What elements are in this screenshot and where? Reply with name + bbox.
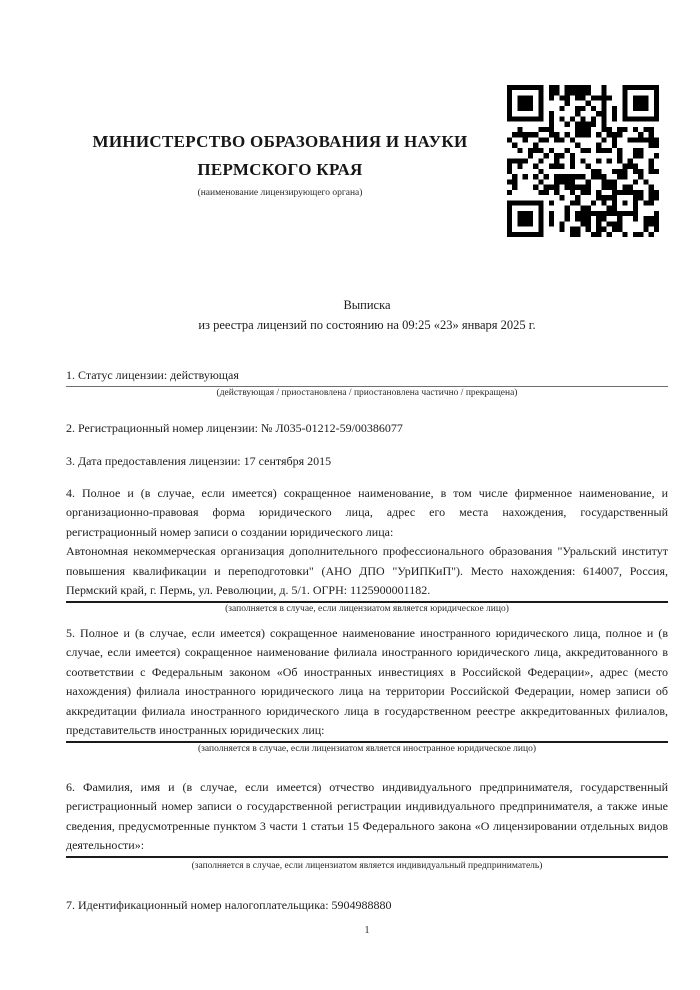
legal-entity-prompt: 4. Полное и (в случае, если имеется) сокращенное наименование, в том числе фирменное наименование, и организационно-правовая форма юридического лица, адрес его места нахождения, государственный регистрационный номер записи о создании юридического лица: bbox=[66, 485, 668, 539]
registration-number-line: 2. Регистрационный номер лицензии: № Л035-01212-59/00386077 bbox=[66, 420, 403, 435]
taxpayer-id-line: 7. Идентификационный номер налогоплательщика: 5904988880 bbox=[66, 897, 392, 912]
document-title bbox=[66, 295, 668, 335]
licensing-authority-header bbox=[66, 128, 494, 200]
license-status-line: 1. Статус лицензии: действующая bbox=[66, 368, 239, 382]
qr-code-icon bbox=[507, 85, 659, 237]
ministry-name-line2: ПЕРМСКОГО КРАЯ bbox=[197, 160, 363, 179]
licensing-authority-caption: (наименование лицензирующего органа) bbox=[197, 188, 363, 198]
document-title-line1: Выписка bbox=[343, 298, 391, 312]
qr-code-icon bbox=[507, 85, 659, 237]
legal-entity-value: Автономная некоммерческая организация дополнительного профессионального образования "Уральский институт повышения квалификации и переподготовки" (АНО ДПО "УрИПКиП"). Место нахождения: 614007, Россия, Пермский край, г. Пермь, ул. Революции, д. 5/1. ОГРН: 1125900001182. bbox=[66, 544, 668, 597]
license-grant-date-line: 3. Дата предоставления лицензии: 17 сентября 2015 bbox=[66, 454, 332, 468]
individual-entrepreneur-prompt: 6. Фамилия, имя и (в случае, если имеется) отчество индивидуального предпринимателя, государственный регистрационный номер записи о государственной регистрации индивидуального предпринимателя, а также иные сведения, предусмотренные пунктом 3 части 1 статьи 15 Федерального закона «О лицензировании отдельных видов деятельности»: bbox=[66, 779, 668, 852]
license-status-helper: (действующая / приостановлена / приостановлена частично / прекращена) bbox=[216, 387, 518, 398]
individual-entrepreneur-helper: (заполняется в случае, если лицензиатом является индивидуальный предприниматель) bbox=[191, 860, 543, 871]
legal-entity-helper: (заполняется в случае, если лицензиатом является юридическое лицо) bbox=[225, 603, 509, 614]
document-body bbox=[66, 366, 668, 915]
foreign-entity-helper: (заполняется в случае, если лицензиатом является иностранное юридическое лицо) bbox=[198, 743, 536, 754]
foreign-entity-prompt: 5. Полное и (в случае, если имеется) сокращенное наименование иностранного юридического лица, полное и (в случае, если имеется) сокращенное наименование филиала иностранного юридического лица, аккредитованного в соответствии с Федеральным законом «Об иностранных инвестициях в Российской Федерации», адрес (место нахождения) филиала иностранного юридического лица на территории Российской Федерации, номер записи об аккредитации филиала иностранного юридического лица в государственном реестре аккредитованных филиалов, представительств иностранных юридических лиц: bbox=[66, 625, 668, 737]
fill-in-rule bbox=[66, 856, 668, 858]
ministry-name-line1: МИНИСТЕРСТВО ОБРАЗОВАНИЯ И НАУКИ bbox=[92, 132, 468, 151]
page-number: 1 bbox=[364, 924, 370, 936]
document-title-line2: из реестра лицензий по состоянию на 09:25 «23» января 2025 г. bbox=[198, 318, 536, 332]
